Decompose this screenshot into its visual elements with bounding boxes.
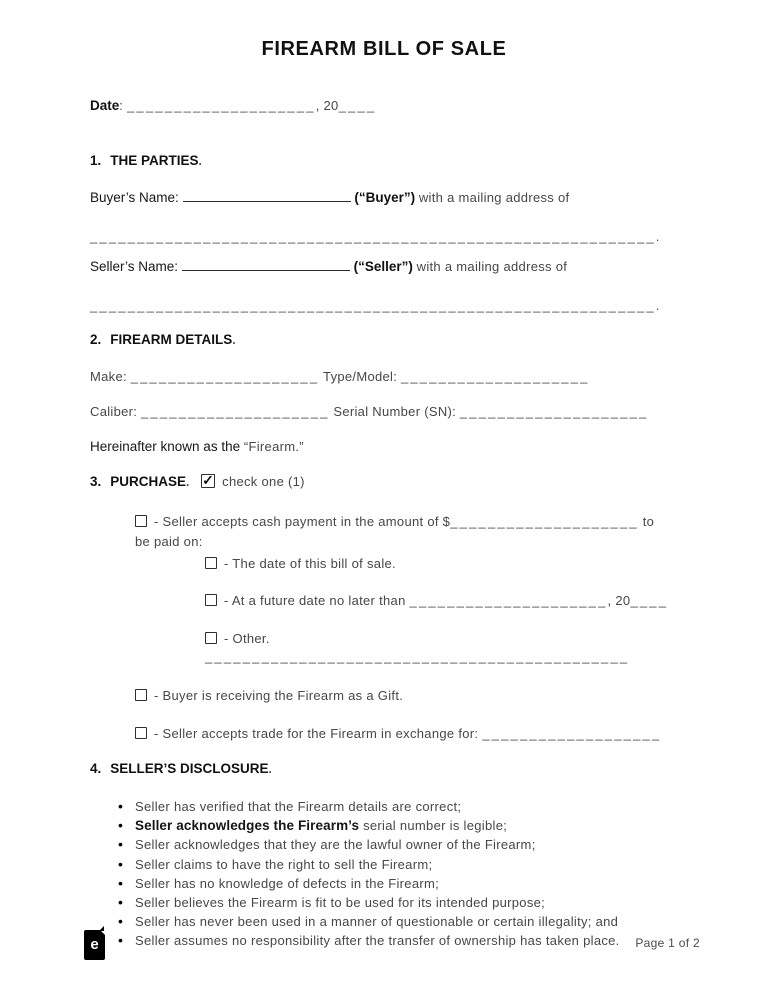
date-colon: : <box>119 98 128 113</box>
date-of-sale-text: - The date of this bill of sale. <box>224 556 396 571</box>
option-gift <box>135 687 678 705</box>
section-number: 3. <box>90 474 102 489</box>
disclosure-bullet-list <box>118 797 678 951</box>
seller-paren: (“Seller”) <box>353 259 413 274</box>
page-number-label: Page 1 of 2 <box>635 936 700 950</box>
disclosure-bullet: • Seller believes the Firearm is fit to be used for its intended purpose; <box>118 893 678 912</box>
option-other <box>205 630 678 666</box>
buyer-tail-text: with a mailing address of <box>418 190 570 205</box>
date-label: Date <box>90 98 120 113</box>
date-year-blank-field[interactable]: ____ <box>338 98 377 113</box>
serial-number-label: Serial Number (SN): <box>333 404 457 419</box>
disclosure-bullet: • Seller acknowledges the Firearm’s serial number is legible; <box>118 816 678 835</box>
option-future-date: - At a future date no later than _____________________, 20____ <box>205 592 678 610</box>
hereinafter-lead: Hereinafter known as the <box>90 439 241 454</box>
date-blank-field[interactable]: ____________________ <box>127 98 316 113</box>
hereinafter-term: “Firearm.” <box>243 439 304 454</box>
make-field[interactable]: ____________________ <box>130 369 320 384</box>
section-number: 1. <box>90 153 102 168</box>
caliber-label: Caliber: <box>90 404 138 419</box>
eforms-logo-icon <box>84 930 105 960</box>
check-icon: ✓ <box>202 472 214 488</box>
section-number: 2. <box>90 332 102 347</box>
hereinafter-line <box>90 438 678 456</box>
disclosure-bullet: • Seller assumes no responsibility after the transfer of ownership has taken place. <box>118 931 678 950</box>
caliber-sn-line <box>90 403 678 421</box>
buyer-address-line <box>90 228 678 246</box>
buyer-name-label: Buyer’s Name: <box>90 190 179 205</box>
date-year-prefix: , 20 <box>315 98 339 113</box>
seller-name-field[interactable] <box>182 258 350 271</box>
disclosure-bullet: • Seller has never been used in a manner of questionable or certain illegality; and <box>118 912 678 931</box>
caliber-field[interactable]: ____________________ <box>140 404 330 419</box>
future-date-field[interactable]: _____________________ <box>409 593 608 608</box>
check-one-label: check one (1) <box>222 474 305 489</box>
section-title: THE PARTIES <box>110 153 199 168</box>
trade-field[interactable]: ___________________ <box>482 726 662 741</box>
serial-number-field[interactable]: ____________________ <box>459 404 649 419</box>
section-heading-parties: 1. THE PARTIES. <box>90 153 202 168</box>
cash-amount-field[interactable]: ____________________ <box>450 514 639 529</box>
make-label: Make: <box>90 369 127 384</box>
cash-text-line2: be paid on: <box>135 533 203 549</box>
option-date-of-sale <box>205 555 678 573</box>
disclosure-bullet: • Seller acknowledges that they are the lawful owner of the Firearm; <box>118 835 678 854</box>
section-number: 4. <box>90 761 102 776</box>
disclosure-bullet: • Seller has verified that the Firearm details are correct; <box>118 797 678 816</box>
other-field[interactable]: _____________________________________________ <box>205 649 630 664</box>
section-title: SELLER’S DISCLOSURE <box>110 761 269 776</box>
check-one-checkbox[interactable] <box>201 474 215 488</box>
gift-text: - Buyer is receiving the Firearm as a Gift. <box>154 688 404 703</box>
disclosure-bullet: • Seller claims to have the right to sell the Firearm; <box>118 855 678 874</box>
buyer-paren: (“Buyer”) <box>354 190 416 205</box>
other-checkbox[interactable] <box>205 632 217 644</box>
date-line <box>90 97 678 115</box>
section-heading-disclosure: 4. SELLER’S DISCLOSURE. <box>90 761 272 776</box>
type-model-label: Type/Model: <box>323 369 398 384</box>
seller-name-line <box>90 258 678 276</box>
future-date-checkbox[interactable] <box>205 594 217 606</box>
buyer-name-field[interactable] <box>183 189 351 202</box>
option-cash: - Seller accepts cash payment in the amount of $____________________ to be paid on: <box>135 514 655 549</box>
disclosure-bullet: • Seller has no knowledge of defects in the Firearm; <box>118 874 678 893</box>
document-flap-icon <box>99 926 104 931</box>
seller-address-field[interactable]: ____________________________________________________________. <box>90 298 662 313</box>
trade-checkbox[interactable] <box>135 727 147 739</box>
gift-checkbox[interactable] <box>135 689 147 701</box>
option-trade <box>135 725 678 743</box>
buyer-name-line <box>90 189 678 207</box>
section-title: PURCHASE <box>110 474 187 489</box>
type-model-field[interactable]: ____________________ <box>400 369 590 384</box>
cash-text: - Seller accepts cash payment in the amount of $ <box>154 514 451 529</box>
trade-text: - Seller accepts trade for the Firearm in exchange for: <box>154 726 483 741</box>
section-title: FIREARM DETAILS <box>110 332 233 347</box>
date-of-sale-checkbox[interactable] <box>205 557 217 569</box>
other-text: - Other. <box>224 631 270 646</box>
seller-address-line <box>90 297 678 315</box>
page-title: FIREARM BILL OF SALE <box>261 38 507 60</box>
logo-letter: e <box>90 936 99 953</box>
cash-checkbox[interactable] <box>135 515 147 527</box>
future-date-year-field[interactable]: ____ <box>630 593 669 608</box>
section-heading-purchase: 3. PURCHASE. ✓ check one (1) <box>90 472 305 489</box>
seller-name-label: Seller’s Name: <box>90 259 179 274</box>
buyer-address-field[interactable]: ____________________________________________________________. <box>90 229 662 244</box>
section-heading-firearm-details: 2. FIREARM DETAILS. <box>90 332 236 347</box>
make-type-line <box>90 368 678 386</box>
future-date-text: - At a future date no later than <box>224 593 410 608</box>
seller-tail-text: with a mailing address of <box>416 259 568 274</box>
